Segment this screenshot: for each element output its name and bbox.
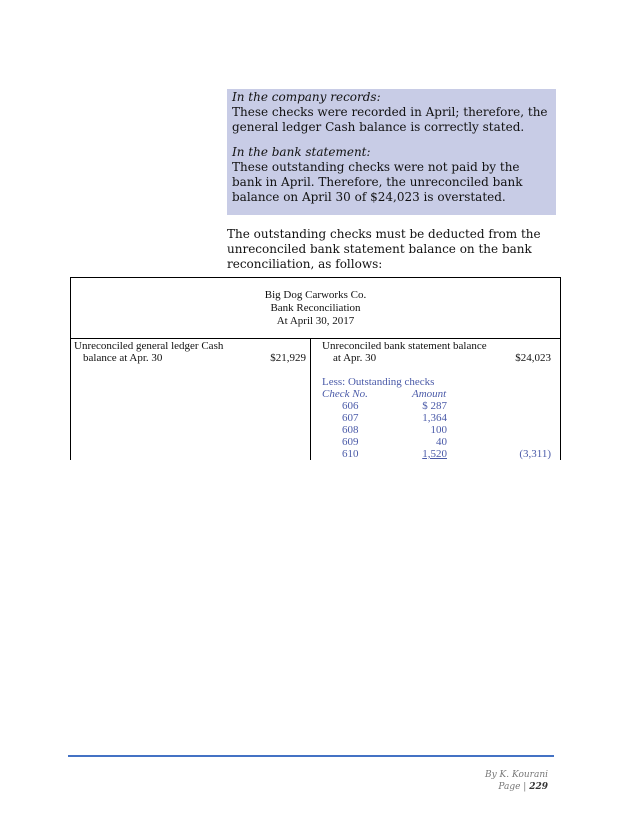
company-name: Big Dog Carworks Co. — [264, 289, 367, 301]
footer-page — [498, 782, 548, 792]
bank-statement-text: These outstanding checks were not paid by the bank in April. Therefore, the unreconciled bank balance on April 30 of $24,023 is overstated. — [232, 160, 523, 204]
total-outstanding-deduction: (3,311) — [519, 448, 551, 460]
check-amount: 100 — [430, 424, 447, 436]
explanation-box — [227, 89, 556, 215]
bank-label-line1: Unreconciled bank statement balance — [322, 340, 487, 352]
page-number: 229 — [529, 782, 548, 792]
check-number: 608 — [342, 424, 359, 436]
statement-date: At April 30, 2017 — [276, 315, 355, 327]
reconciliation-header — [71, 278, 560, 339]
footer-rule — [68, 755, 554, 757]
ledger-balance: $21,929 — [270, 352, 306, 364]
company-records-heading: In the company records: — [232, 90, 381, 104]
amount-header: Amount — [412, 388, 447, 400]
check-no-header: Check No. — [322, 388, 368, 400]
bank-label-line2: at Apr. 30 — [333, 352, 377, 364]
less-outstanding-label: Less: Outstanding checks — [322, 376, 435, 388]
ledger-label-line2: balance at Apr. 30 — [83, 352, 163, 364]
column-divider — [310, 338, 311, 460]
footer-author: By K. Kourani — [484, 770, 548, 780]
company-records-text: These checks were recorded in April; therefore, the general ledger Cash balance is correctly stated. — [232, 105, 548, 134]
bank-balance: $24,023 — [515, 352, 551, 364]
check-amount: 1,364 — [422, 412, 447, 424]
statement-title: Bank Reconciliation — [270, 302, 361, 314]
page-label: Page | — [498, 782, 530, 792]
check-amount: $ 287 — [422, 400, 447, 412]
bank-reconciliation-table — [70, 277, 561, 460]
check-amount: 1,520 — [422, 448, 447, 460]
bank-statement-heading: In the bank statement: — [232, 145, 371, 159]
check-number: 606 — [342, 400, 359, 412]
check-number: 610 — [342, 448, 359, 460]
check-number: 609 — [342, 436, 359, 448]
check-number: 607 — [342, 412, 359, 424]
ledger-label-line1: Unreconciled general ledger Cash — [74, 340, 224, 352]
lead-paragraph: The outstanding checks must be deducted from the unreconciled bank statement balance on the bank reconciliation, as follows: — [227, 227, 541, 271]
check-amount: 40 — [436, 436, 447, 448]
